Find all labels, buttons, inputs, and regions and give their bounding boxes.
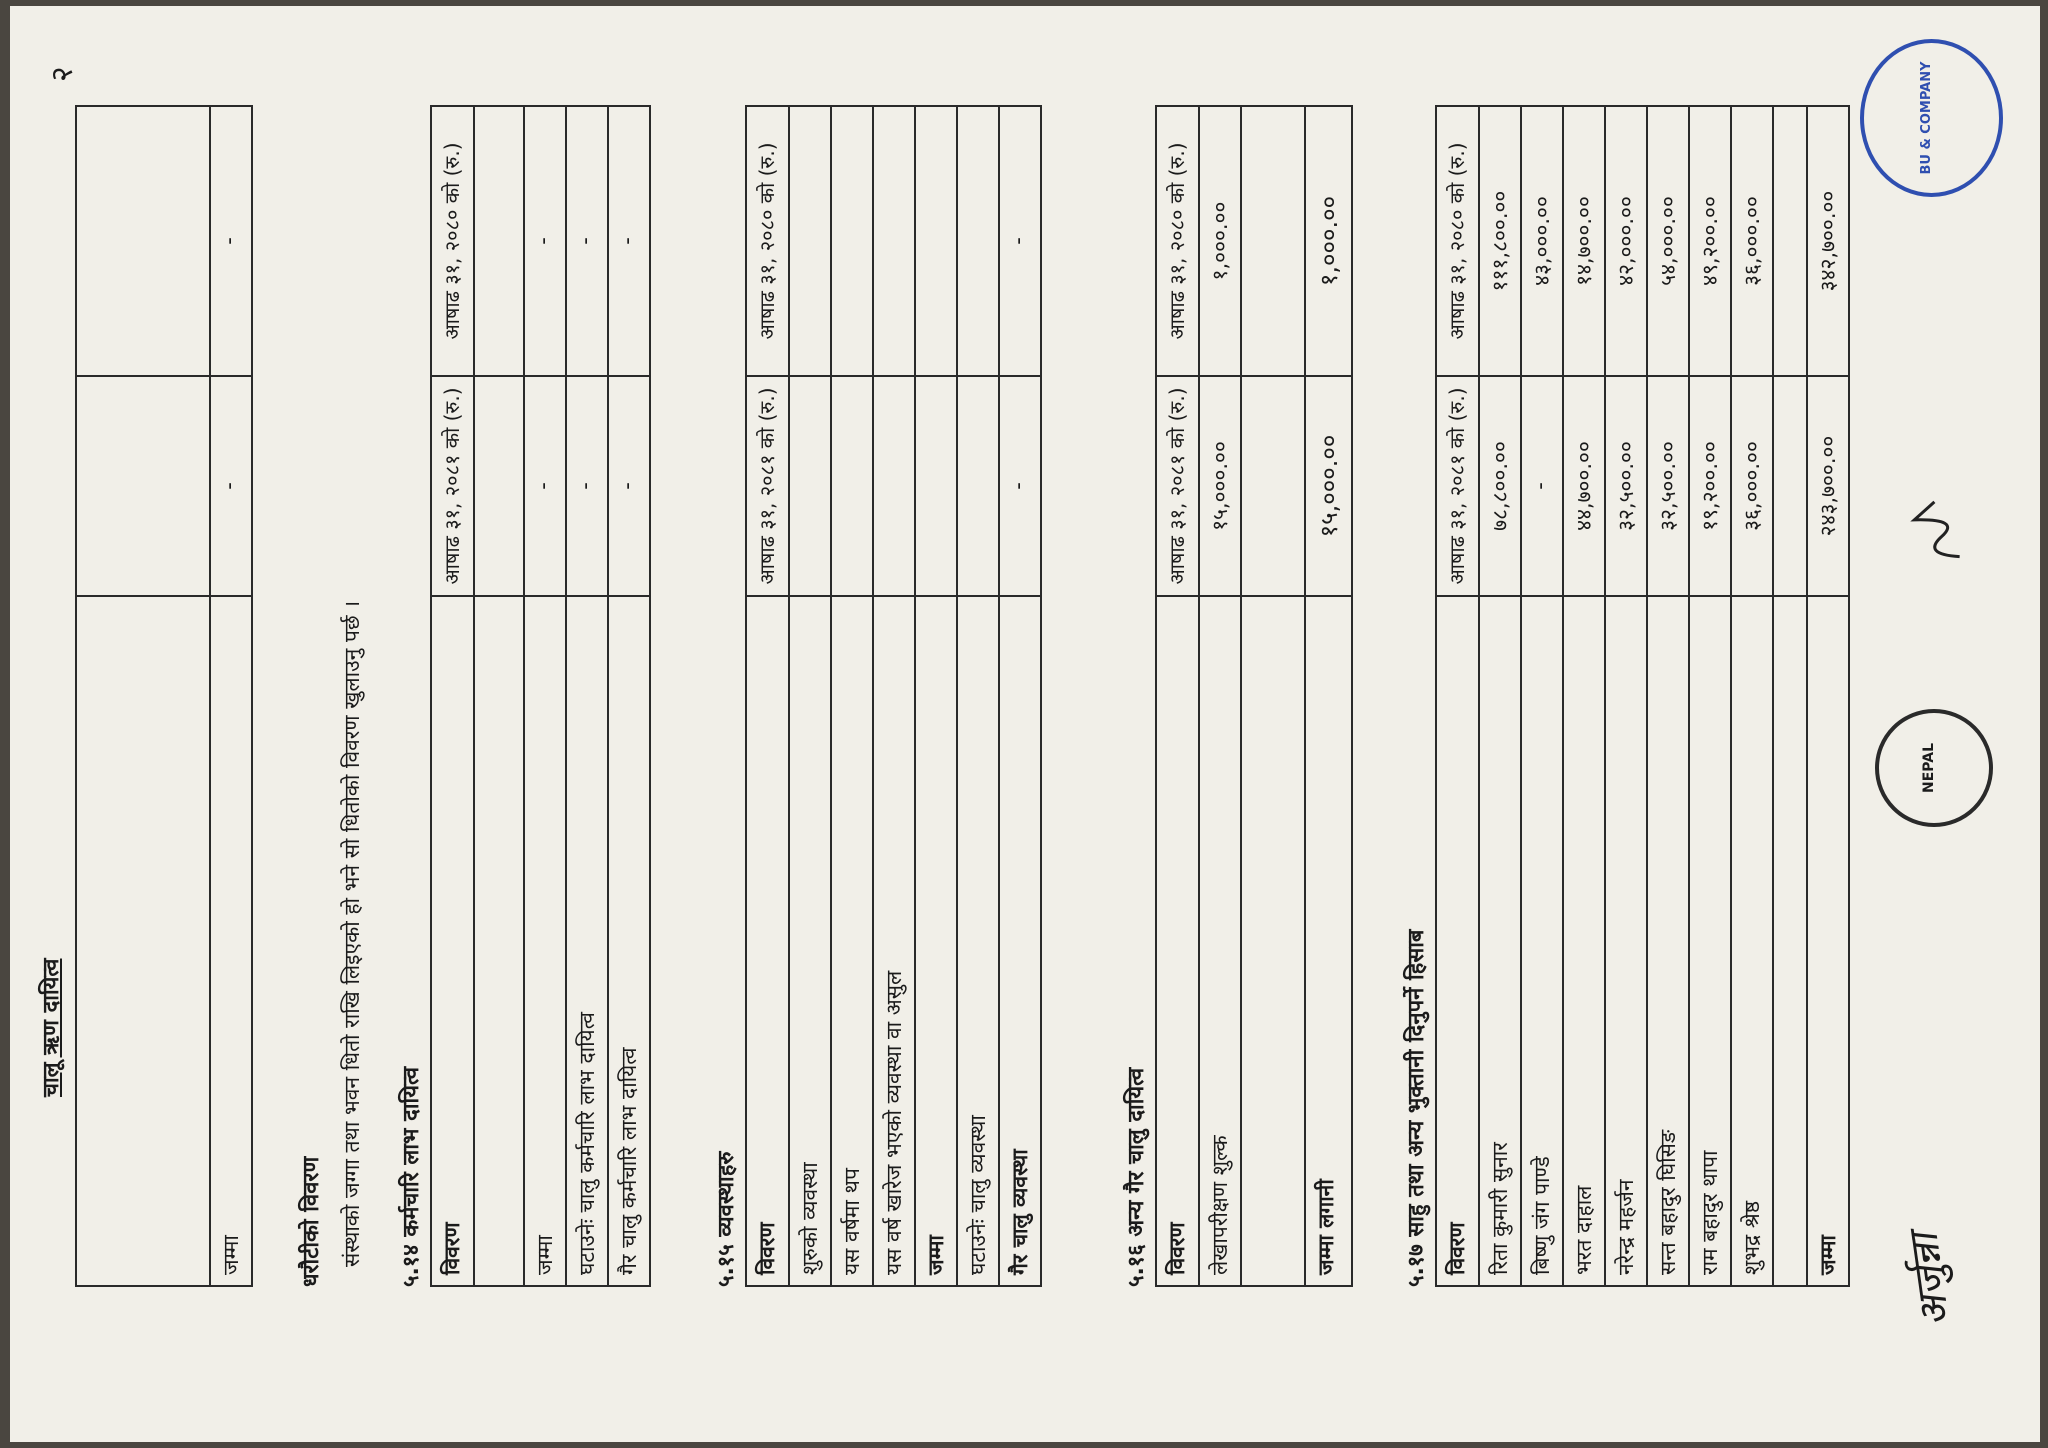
row-label: घटाउनेः चालु व्यवस्था bbox=[957, 596, 999, 1286]
row-label: घटाउनेः चालु कर्मचारि लाभ दायित्व bbox=[566, 596, 608, 1286]
row-label bbox=[1241, 596, 1305, 1286]
row-value-2080: - bbox=[524, 106, 566, 376]
table-header-row bbox=[1436, 106, 1479, 1286]
table-row bbox=[1647, 106, 1689, 1286]
table-row bbox=[76, 106, 210, 1286]
row-label: जम्मा bbox=[915, 596, 957, 1286]
table-row bbox=[524, 106, 566, 1286]
row-label: गैर चालु कर्मचारि लाभ दायित्व bbox=[608, 596, 650, 1286]
section-5-16-title: ५.१६ अन्य गैर चालु दायित्व bbox=[1124, 1067, 1149, 1287]
row-label: जम्मा लगानी bbox=[1305, 596, 1352, 1286]
table-row bbox=[1563, 106, 1605, 1286]
total-2080: ३४२,७००.०० bbox=[1807, 106, 1849, 376]
row-value-2081: ३६,०००.०० bbox=[1731, 376, 1773, 596]
row-value-2081: १९,२००.०० bbox=[1689, 376, 1731, 596]
table-row bbox=[566, 106, 608, 1286]
row-label bbox=[1773, 596, 1807, 1286]
row-value-2081: - bbox=[1521, 376, 1563, 596]
initials-signature bbox=[1900, 489, 1979, 575]
row-value-2080 bbox=[1241, 106, 1305, 376]
table-row bbox=[915, 106, 957, 1286]
guarantee-details-title: धरौटीको विवरण bbox=[299, 1156, 324, 1287]
row-label: यस वर्षमा थप bbox=[831, 596, 873, 1286]
row-value-2080: ५४,०००.०० bbox=[1647, 106, 1689, 376]
row-value-2081: १५,०००.०० bbox=[1199, 376, 1241, 596]
total-label: जम्मा bbox=[1807, 596, 1849, 1286]
row-label: रिता कुमारी सुनार bbox=[1479, 596, 1521, 1286]
table-row bbox=[789, 106, 831, 1286]
total-2081: - bbox=[210, 376, 252, 596]
row-label bbox=[474, 596, 524, 1286]
table-row bbox=[1241, 106, 1305, 1286]
table-row bbox=[1731, 106, 1773, 1286]
row-value-2081 bbox=[915, 376, 957, 596]
col-2080-header: आषाढ ३१, २०८० को (रु.) bbox=[1156, 106, 1199, 376]
initials-scribble-icon bbox=[1900, 492, 1971, 575]
table-row bbox=[873, 106, 915, 1286]
row-value-2080 bbox=[789, 106, 831, 376]
col-desc-header: विवरण bbox=[1156, 596, 1199, 1286]
total-2080: - bbox=[210, 106, 252, 376]
row-value-2081: ३२,५००.०० bbox=[1605, 376, 1647, 596]
section-5-15-title: ५.१५ व्यवस्थाहरु bbox=[714, 1151, 739, 1287]
col-desc-header: विवरण bbox=[746, 596, 789, 1286]
row-value-2081 bbox=[789, 376, 831, 596]
section-5-17-table bbox=[1435, 105, 1850, 1287]
table-row bbox=[1305, 106, 1352, 1286]
row-label: राम बहादुर थापा bbox=[1689, 596, 1731, 1286]
table-header-row bbox=[431, 106, 474, 1286]
table-header-row bbox=[746, 106, 789, 1286]
row-value-2081: ३२,५००.०० bbox=[1647, 376, 1689, 596]
row-value-2081 bbox=[474, 376, 524, 596]
row-label: शुभद्र श्रेष्ठ bbox=[1731, 596, 1773, 1286]
row-value-2081 bbox=[1773, 376, 1807, 596]
col-2081-header: आषाढ ३१, २०८१ को (रु.) bbox=[1156, 376, 1199, 596]
table-row bbox=[1199, 106, 1241, 1286]
row-value-2080: - bbox=[566, 106, 608, 376]
seal-label: NEPAL bbox=[1921, 743, 1937, 794]
row-label: भरत दाहाल bbox=[1563, 596, 1605, 1286]
table-row bbox=[1773, 106, 1807, 1286]
row-label: जम्मा bbox=[524, 596, 566, 1286]
row-value-2081: ७८,८००.०० bbox=[1479, 376, 1521, 596]
row-label: सन्त बहादुर घिसिङ bbox=[1647, 596, 1689, 1286]
col-2081-header: आषाढ ३१, २०८१ को (रु.) bbox=[746, 376, 789, 596]
row-value-2080: - bbox=[608, 106, 650, 376]
table-row bbox=[957, 106, 999, 1286]
row-value-2080: ४३,०००.०० bbox=[1521, 106, 1563, 376]
section-5-16-table bbox=[1155, 105, 1353, 1287]
row-label: नरेन्द्र महर्जन bbox=[1605, 596, 1647, 1286]
col-2080-header: आषाढ ३१, २०८० को (रु.) bbox=[746, 106, 789, 376]
row-label: शुरुको व्यवस्था bbox=[789, 596, 831, 1286]
col-2081-header: आषाढ ३१, २०८१ को (रु.) bbox=[1436, 376, 1479, 596]
row-value-2081 bbox=[1241, 376, 1305, 596]
row-value-2080 bbox=[1773, 106, 1807, 376]
table-row bbox=[474, 106, 524, 1286]
row-value-2081: - bbox=[999, 376, 1041, 596]
table-total-row bbox=[1807, 106, 1849, 1286]
row-value-2080: १११,८००.०० bbox=[1479, 106, 1521, 376]
section-5-15-table bbox=[745, 105, 1042, 1287]
row-value-2081 bbox=[957, 376, 999, 596]
row-value-2080 bbox=[831, 106, 873, 376]
table-row bbox=[1689, 106, 1731, 1286]
col-desc-header: विवरण bbox=[1436, 596, 1479, 1286]
table-row bbox=[1521, 106, 1563, 1286]
total-2081: २४३,७००.०० bbox=[1807, 376, 1849, 596]
row-value-2080: १,०००.०० bbox=[1305, 106, 1352, 376]
row-value-2080 bbox=[957, 106, 999, 376]
table-row bbox=[831, 106, 873, 1286]
col-2080-header: आषाढ ३१, २०८० को (रु.) bbox=[431, 106, 474, 376]
table-row bbox=[1605, 106, 1647, 1286]
col-2081-header: आषाढ ३१, २०८१ को (रु.) bbox=[431, 376, 474, 596]
row-value-2081: १५,०००.०० bbox=[1305, 376, 1352, 596]
table-row bbox=[999, 106, 1041, 1286]
row-label: लेखापरीक्षण शुल्क bbox=[1199, 596, 1241, 1286]
table-row bbox=[608, 106, 650, 1286]
round-seal-stamp bbox=[1875, 709, 1993, 827]
section-5-17-title: ५.१७ साहु तथा अन्य भुक्तानी दिनुपर्ने हिसाब bbox=[1404, 929, 1429, 1287]
total-label: जम्मा bbox=[210, 596, 252, 1286]
row-value-2081: - bbox=[608, 376, 650, 596]
row-value-2080: १४,७००.०० bbox=[1563, 106, 1605, 376]
table-row bbox=[210, 106, 252, 1286]
row-value-2081 bbox=[831, 376, 873, 596]
row-value-2081: - bbox=[566, 376, 608, 596]
row-value-2080: १,०००.०० bbox=[1199, 106, 1241, 376]
row-value-2081: ४४,७००.०० bbox=[1563, 376, 1605, 596]
page-number: २ bbox=[45, 66, 80, 82]
row-label: बिष्णु जंग पाण्डे bbox=[1521, 596, 1563, 1286]
current-loan-table bbox=[75, 105, 253, 1287]
row-value-2080 bbox=[873, 106, 915, 376]
table-header-row bbox=[1156, 106, 1199, 1286]
handwritten-signature: अर्जुन्ना bbox=[1900, 1230, 1960, 1330]
section-5-14-table bbox=[430, 105, 651, 1287]
row-value-2080 bbox=[474, 106, 524, 376]
col-desc-header: विवरण bbox=[431, 596, 474, 1286]
company-stamp bbox=[1860, 39, 2003, 197]
guarantee-details-text: संस्थाको जग्गा तथा भवन धितो राखि लिइएको हो भने सो धितोको विवरण खुलाउनु पर्छ । bbox=[340, 600, 364, 1267]
company-stamp-label: BU & COMPANY bbox=[1919, 61, 1934, 175]
row-value-2080: - bbox=[999, 106, 1041, 376]
col-2080-header: आषाढ ३१, २०८० को (रु.) bbox=[1436, 106, 1479, 376]
row-value-2080: ३६,०००.०० bbox=[1731, 106, 1773, 376]
row-label: यस वर्ष खारेज भएको व्यवस्था वा असुल bbox=[873, 596, 915, 1286]
section-current-loan-title: चालू ऋण दायित्व bbox=[39, 958, 64, 1097]
row-value-2080: ४२,०००.०० bbox=[1605, 106, 1647, 376]
section-5-14-title: ५.१४ कर्मचारि लाभ दायित्व bbox=[399, 1066, 424, 1287]
row-value-2080 bbox=[915, 106, 957, 376]
row-value-2081: - bbox=[524, 376, 566, 596]
row-label: गैर चालु व्यवस्था bbox=[999, 596, 1041, 1286]
table-row bbox=[1479, 106, 1521, 1286]
row-value-2080: ४९,२००.०० bbox=[1689, 106, 1731, 376]
rotated-document-page bbox=[20, 27, 2000, 1427]
row-value-2081 bbox=[873, 376, 915, 596]
